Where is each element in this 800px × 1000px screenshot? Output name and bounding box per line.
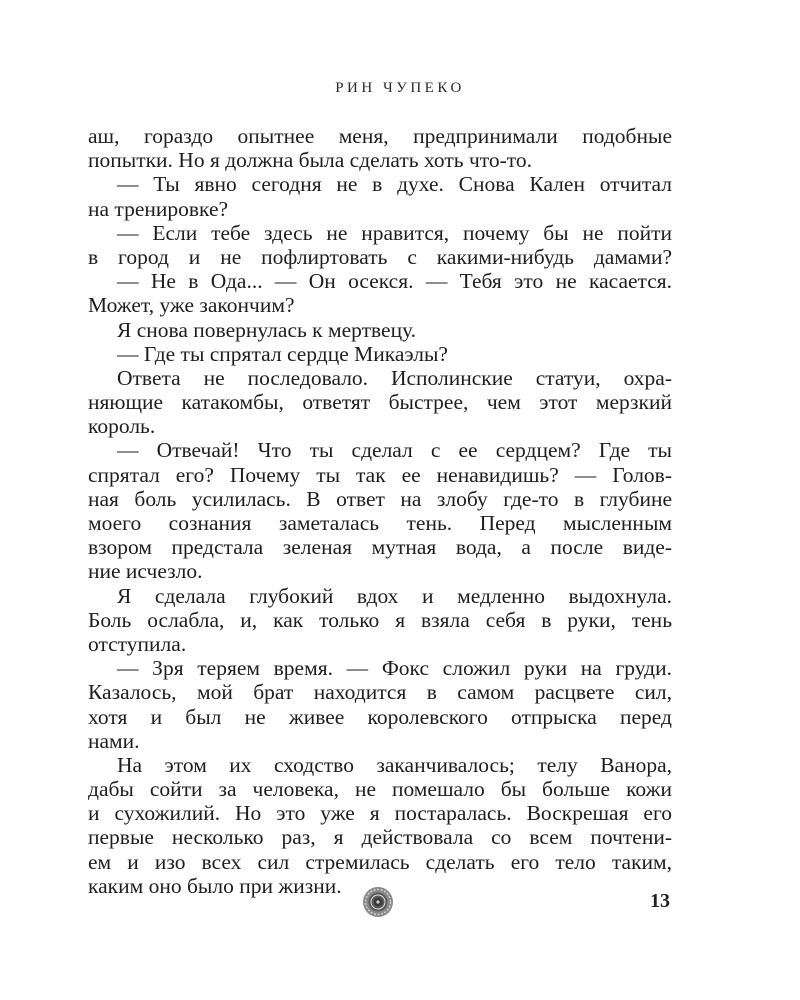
- text-line: попытки. Но я должна была сделать хоть что-то.: [88, 148, 533, 173]
- text-line: — Зря теряем время. — Фокс сложил руки на груди.: [117, 656, 672, 681]
- text-line: — Ты явно сегодня не в духе. Снова Кален отчитал: [117, 172, 672, 197]
- text-line: — Отвечай! Что ты сделал с ее сердцем? Где ты: [117, 438, 672, 463]
- text-line: ная боль усилилась. В ответ на злобу где-то в глубине: [88, 486, 672, 511]
- text-line: ние исчезло.: [88, 559, 203, 584]
- text-line: На этом их сходство заканчивалось; телу Ванора,: [117, 752, 672, 777]
- text-line: — Если тебе здесь не нравится, почему бы не пойти: [117, 220, 672, 245]
- text-line: каким оно было при жизни.: [88, 873, 342, 898]
- text-line: Может, уже закончим?: [88, 293, 295, 318]
- text-line: — Не в Ода... — Он осекся. — Тебя это не касается.: [117, 269, 672, 294]
- text-line: первые несколько раз, я действовала со всем почтени-: [88, 825, 672, 850]
- text-line: ем и изо всех сил стремилась сделать его тело таким,: [88, 849, 672, 874]
- text-line: Я снова повернулась к мертвецу.: [117, 317, 417, 342]
- running-head: РИН ЧУПЕКО: [335, 80, 465, 96]
- text-line: Казалось, мой брат находится в самом расцвете сил,: [88, 680, 672, 705]
- text-line: Ответа не последовало. Исполинские статуи, охра-: [117, 365, 672, 390]
- text-line: на тренировке?: [88, 196, 229, 221]
- rosette-icon: [362, 886, 394, 918]
- page-number: 13: [650, 890, 670, 912]
- body-text: [88, 124, 672, 898]
- text-line: спрятал его? Почему ты так ее ненавидишь? — Голов-: [88, 462, 672, 487]
- text-line: взором предстала зеленая мутная вода, а после виде-: [88, 535, 672, 560]
- text-line: дабы сойти за человека, не помешало бы больше кожи: [88, 777, 672, 802]
- text-line: хотя и был не живее королевского отпрыска перед: [88, 704, 672, 729]
- text-line: король.: [88, 414, 156, 439]
- text-line: Боль ослабла, и, как только я взяла себя в руки, тень: [88, 607, 672, 632]
- text-line: Я сделала глубокий вдох и медленно выдохнула.: [117, 583, 672, 608]
- text-line: аш, гораздо опытнее меня, предпринимали подобные: [88, 124, 672, 148]
- text-line: и сухожилий. Но это уже я постаралась. Воскрешая его: [88, 801, 672, 826]
- text-line: отступила.: [88, 631, 187, 656]
- text-line: нами.: [88, 728, 140, 753]
- text-line: няющие катакомбы, ответят быстрее, чем этот мерзкий: [88, 390, 672, 415]
- text-line: — Где ты спрятал сердце Микаэлы?: [117, 341, 448, 366]
- text-line: моего сознания заметалась тень. Перед мысленным: [88, 511, 672, 535]
- text-line: в город и не пофлиртовать с какими-нибудь дамами?: [88, 244, 672, 269]
